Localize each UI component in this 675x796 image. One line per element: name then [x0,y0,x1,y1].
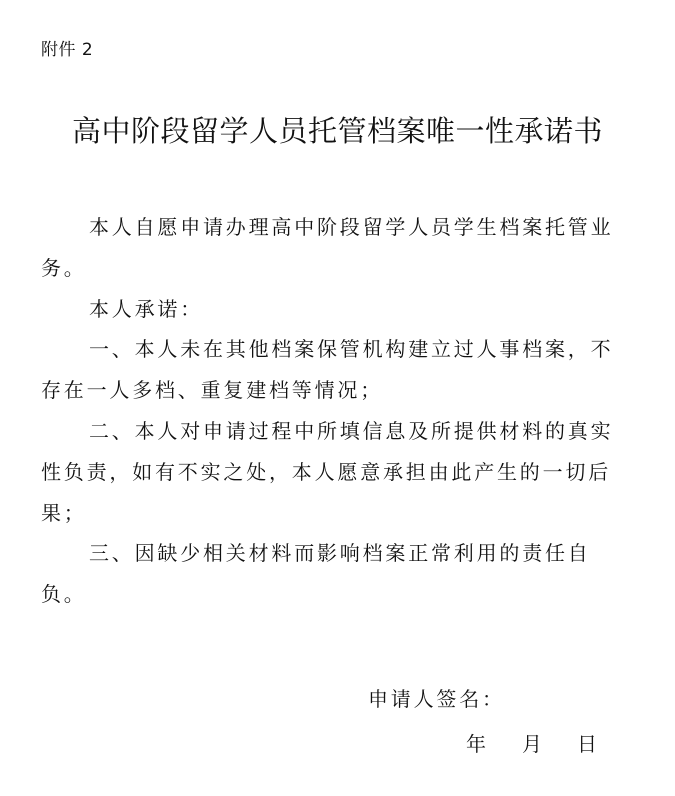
document-title: 高中阶段留学人员托管档案唯一性承诺书 [71,114,603,148]
attachment-label: 附件 2 [41,40,94,60]
pledge-item-2: 二、本人对申请过程中所填信息及所提供材料的真实性负责，如有不实之处，本人愿意承担由此产生的一切后果； [41,418,614,525]
pledge-heading: 本人承诺： [89,296,203,321]
intro-paragraph: 本人自愿申请办理高中阶段留学人员学生档案托管业务。 [41,215,614,280]
pledge-item-1: 一、本人未在其他档案保管机构建立过人事档案，不存在一人多档、重复建档等情况； [41,337,614,403]
pledge-item-3: 三、因缺少相关材料而影响档案正常利用的责任自负。 [41,541,591,607]
pledge-body [41,207,621,615]
date-month-label: 月 [522,732,542,756]
date-year-label: 年 [466,732,486,756]
signature-label: 申请人签名： [368,687,505,711]
date-day-label: 日 [577,732,597,756]
